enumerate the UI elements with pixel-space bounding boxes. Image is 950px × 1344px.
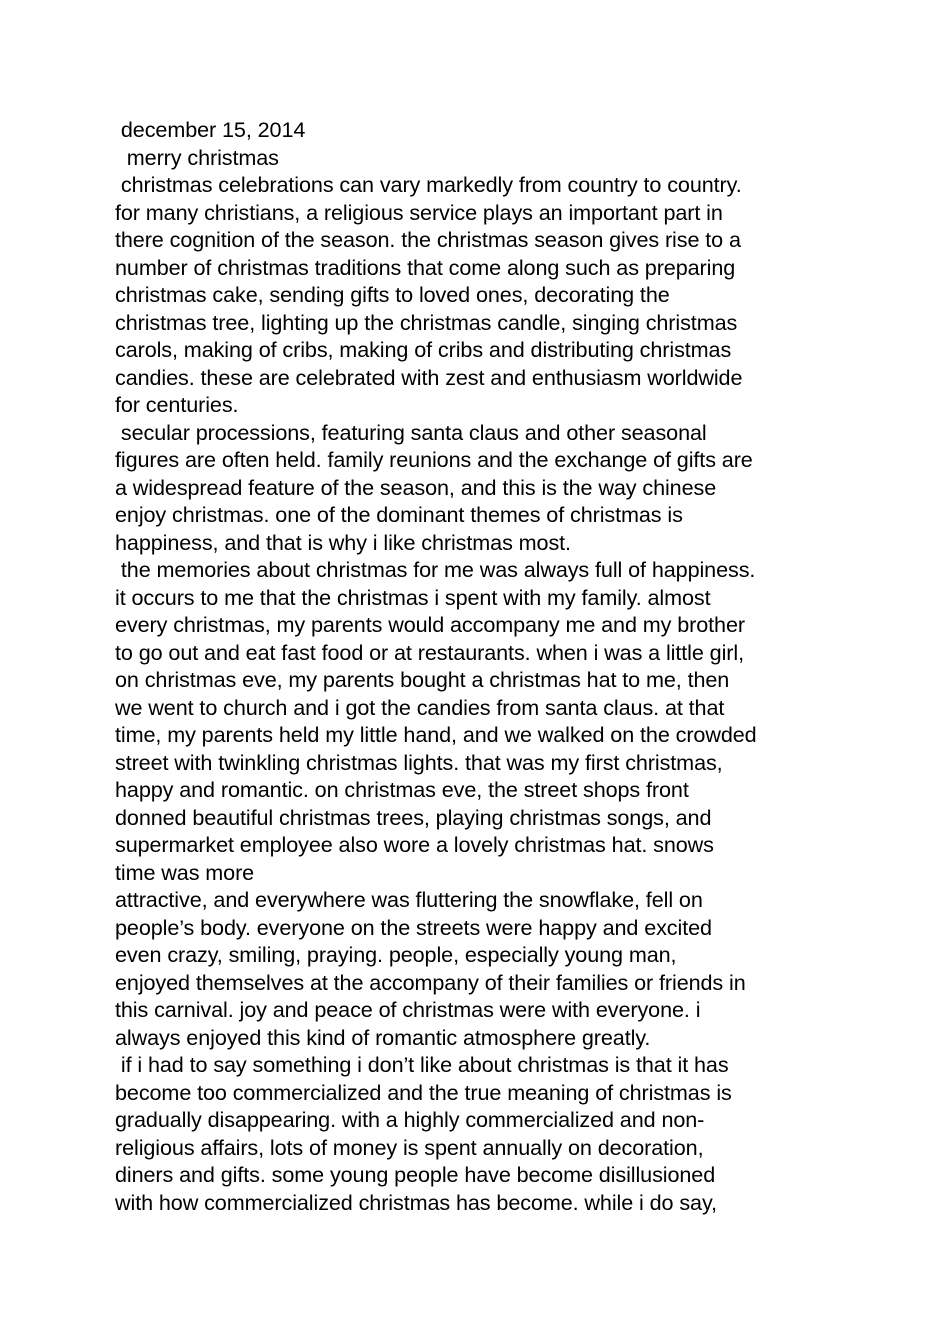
text-line: on christmas eve, my parents bought a christmas hat to me, then xyxy=(115,667,730,692)
text-line: gradually disappearing. with a highly commercialized and non- xyxy=(115,1107,705,1132)
document-date: december 15, 2014 xyxy=(115,117,306,142)
text-line: people’s body. everyone on the streets were happy and excited xyxy=(115,914,712,940)
text-line: for many christians, a religious service plays an important part in xyxy=(115,199,723,225)
text-line: there cognition of the season. the christmas season gives rise to a xyxy=(115,227,741,252)
text-line: enjoyed themselves at the accompany of their families or friends in xyxy=(115,969,746,995)
text-line: secular processions, featuring santa claus and other seasonal xyxy=(115,419,707,445)
body-lines xyxy=(115,171,855,1216)
text-line: time was more xyxy=(115,859,255,885)
text-line: diners and gifts. some young people have become disillusioned xyxy=(115,1162,716,1187)
text-line: street with twinkling christmas lights. that was my first christmas, xyxy=(115,749,723,775)
text-line: a widespread feature of the season, and this is the way chinese xyxy=(115,474,717,500)
text-line: become too commercialized and the true meaning of christmas is xyxy=(115,1079,732,1105)
document-title: merry christmas xyxy=(115,144,279,170)
text-line: this carnival. joy and peace of christmas were with everyone. i xyxy=(115,997,701,1022)
text-line: religious affairs, lots of money is spent annually on decoration, xyxy=(115,1134,704,1160)
text-line: every christmas, my parents would accompany me and my brother xyxy=(115,612,745,637)
text-line: enjoy christmas. one of the dominant themes of christmas is xyxy=(115,502,683,527)
text-line: the memories about christmas for me was always full of happiness. xyxy=(115,557,756,582)
text-line: happiness, and that is why i like christmas most. xyxy=(115,529,571,555)
text-line: it occurs to me that the christmas i spent with my family. almost xyxy=(115,584,711,610)
text-line: with how commercialized christmas has become. while i do say, xyxy=(115,1189,717,1215)
text-line: attractive, and everywhere was fluttering the snowflake, fell on xyxy=(115,887,703,912)
text-line: for centuries. xyxy=(115,392,239,417)
text-line: even crazy, smiling, praying. people, especially young man, xyxy=(115,942,677,967)
document-body xyxy=(115,116,855,1216)
text-line: if i had to say something i don’t like about christmas is that it has xyxy=(115,1052,729,1077)
text-line: time, my parents held my little hand, and we walked on the crowded xyxy=(115,722,757,747)
text-line: number of christmas traditions that come along such as preparing xyxy=(115,254,736,280)
text-line: christmas celebrations can vary markedly from country to country. xyxy=(115,172,742,197)
text-line: carols, making of cribs, making of cribs and distributing christmas xyxy=(115,337,732,362)
text-line: happy and romantic. on christmas eve, the street shops front xyxy=(115,777,689,802)
text-line: supermarket employee also wore a lovely christmas hat. snows xyxy=(115,832,714,857)
text-line: candies. these are celebrated with zest and enthusiasm worldwide xyxy=(115,364,743,390)
text-line: figures are often held. family reunions and the exchange of gifts are xyxy=(115,447,753,472)
text-line: to go out and eat fast food or at restaurants. when i was a little girl, xyxy=(115,639,744,665)
text-line: always enjoyed this kind of romantic atmosphere greatly. xyxy=(115,1024,651,1050)
text-line: donned beautiful christmas trees, playing christmas songs, and xyxy=(115,804,712,830)
text-line: christmas cake, sending gifts to loved ones, decorating the xyxy=(115,282,670,307)
text-line: christmas tree, lighting up the christmas candle, singing christmas xyxy=(115,309,738,335)
text-line: we went to church and i got the candies from santa claus. at that xyxy=(115,694,725,720)
